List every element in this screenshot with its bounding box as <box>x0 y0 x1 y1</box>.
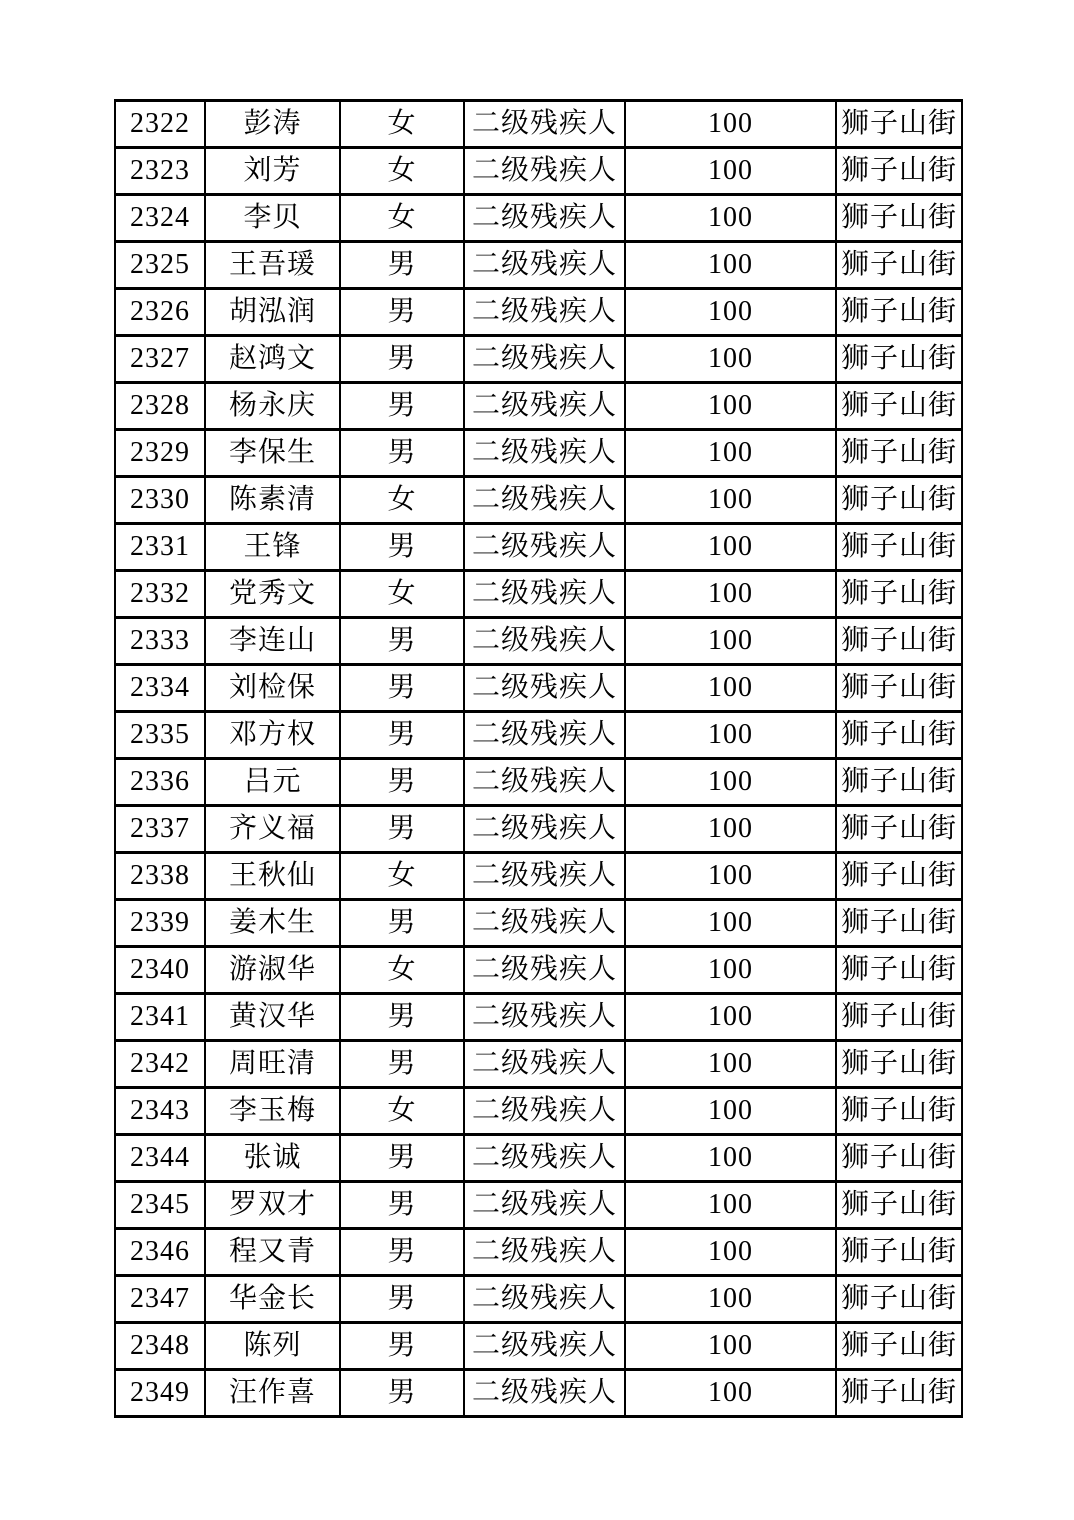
cell-gender: 女 <box>340 477 464 524</box>
table-row <box>115 1041 962 1088</box>
cell-gender: 女 <box>340 571 464 618</box>
cell-category: 二级残疾人 <box>464 853 625 900</box>
table-row <box>115 571 962 618</box>
cell-amount: 100 <box>625 524 836 571</box>
table-row <box>115 430 962 477</box>
table-row <box>115 242 962 289</box>
cell-name: 王吾瑗 <box>205 242 340 289</box>
cell-street: 狮子山街 <box>836 712 962 759</box>
cell-amount: 100 <box>625 289 836 336</box>
cell-serial-number: 2323 <box>115 148 205 195</box>
table-row <box>115 1370 962 1417</box>
cell-name: 陈列 <box>205 1323 340 1370</box>
cell-category: 二级残疾人 <box>464 1229 625 1276</box>
cell-amount: 100 <box>625 1088 836 1135</box>
cell-street: 狮子山街 <box>836 618 962 665</box>
cell-name: 胡泓润 <box>205 289 340 336</box>
cell-amount: 100 <box>625 336 836 383</box>
cell-amount: 100 <box>625 148 836 195</box>
cell-category: 二级残疾人 <box>464 900 625 947</box>
cell-serial-number: 2330 <box>115 477 205 524</box>
cell-gender: 男 <box>340 618 464 665</box>
cell-gender: 女 <box>340 1088 464 1135</box>
cell-category: 二级残疾人 <box>464 806 625 853</box>
cell-gender: 女 <box>340 148 464 195</box>
cell-serial-number: 2325 <box>115 242 205 289</box>
cell-serial-number: 2344 <box>115 1135 205 1182</box>
table-row <box>115 524 962 571</box>
table-row <box>115 853 962 900</box>
cell-name: 罗双才 <box>205 1182 340 1229</box>
cell-gender: 男 <box>340 336 464 383</box>
cell-name: 李贝 <box>205 195 340 242</box>
beneficiary-table <box>114 99 963 1418</box>
cell-amount: 100 <box>625 1229 836 1276</box>
table-row <box>115 712 962 759</box>
cell-serial-number: 2329 <box>115 430 205 477</box>
cell-amount: 100 <box>625 994 836 1041</box>
cell-street: 狮子山街 <box>836 759 962 806</box>
cell-street: 狮子山街 <box>836 665 962 712</box>
cell-street: 狮子山街 <box>836 947 962 994</box>
cell-street: 狮子山街 <box>836 1323 962 1370</box>
cell-amount: 100 <box>625 618 836 665</box>
cell-serial-number: 2347 <box>115 1276 205 1323</box>
cell-gender: 男 <box>340 430 464 477</box>
cell-category: 二级残疾人 <box>464 383 625 430</box>
cell-gender: 男 <box>340 524 464 571</box>
cell-gender: 男 <box>340 806 464 853</box>
cell-street: 狮子山街 <box>836 1276 962 1323</box>
cell-category: 二级残疾人 <box>464 477 625 524</box>
cell-serial-number: 2338 <box>115 853 205 900</box>
cell-amount: 100 <box>625 1370 836 1417</box>
cell-street: 狮子山街 <box>836 477 962 524</box>
cell-name: 齐义福 <box>205 806 340 853</box>
cell-name: 邓方权 <box>205 712 340 759</box>
cell-serial-number: 2340 <box>115 947 205 994</box>
table-row <box>115 947 962 994</box>
table-row <box>115 1229 962 1276</box>
cell-category: 二级残疾人 <box>464 336 625 383</box>
cell-street: 狮子山街 <box>836 1041 962 1088</box>
cell-category: 二级残疾人 <box>464 1182 625 1229</box>
table-row <box>115 994 962 1041</box>
cell-amount: 100 <box>625 712 836 759</box>
cell-street: 狮子山街 <box>836 571 962 618</box>
cell-street: 狮子山街 <box>836 148 962 195</box>
cell-serial-number: 2328 <box>115 383 205 430</box>
cell-serial-number: 2348 <box>115 1323 205 1370</box>
cell-serial-number: 2341 <box>115 994 205 1041</box>
table-row <box>115 1088 962 1135</box>
cell-category: 二级残疾人 <box>464 289 625 336</box>
cell-gender: 男 <box>340 994 464 1041</box>
cell-category: 二级残疾人 <box>464 1276 625 1323</box>
cell-amount: 100 <box>625 1135 836 1182</box>
cell-category: 二级残疾人 <box>464 430 625 477</box>
table-row <box>115 1135 962 1182</box>
cell-street: 狮子山街 <box>836 900 962 947</box>
cell-gender: 男 <box>340 759 464 806</box>
cell-amount: 100 <box>625 101 836 148</box>
cell-serial-number: 2345 <box>115 1182 205 1229</box>
cell-amount: 100 <box>625 1041 836 1088</box>
cell-name: 李连山 <box>205 618 340 665</box>
cell-amount: 100 <box>625 853 836 900</box>
cell-category: 二级残疾人 <box>464 1323 625 1370</box>
cell-amount: 100 <box>625 383 836 430</box>
cell-street: 狮子山街 <box>836 1182 962 1229</box>
cell-serial-number: 2331 <box>115 524 205 571</box>
cell-name: 游淑华 <box>205 947 340 994</box>
cell-name: 李保生 <box>205 430 340 477</box>
cell-serial-number: 2322 <box>115 101 205 148</box>
cell-gender: 男 <box>340 242 464 289</box>
cell-category: 二级残疾人 <box>464 1135 625 1182</box>
cell-category: 二级残疾人 <box>464 524 625 571</box>
cell-street: 狮子山街 <box>836 524 962 571</box>
cell-serial-number: 2332 <box>115 571 205 618</box>
cell-gender: 男 <box>340 1370 464 1417</box>
cell-serial-number: 2339 <box>115 900 205 947</box>
cell-category: 二级残疾人 <box>464 947 625 994</box>
cell-name: 党秀文 <box>205 571 340 618</box>
table-row <box>115 477 962 524</box>
cell-street: 狮子山街 <box>836 1370 962 1417</box>
cell-gender: 男 <box>340 1323 464 1370</box>
cell-serial-number: 2327 <box>115 336 205 383</box>
cell-category: 二级残疾人 <box>464 759 625 806</box>
cell-amount: 100 <box>625 430 836 477</box>
cell-name: 姜木生 <box>205 900 340 947</box>
cell-serial-number: 2326 <box>115 289 205 336</box>
cell-street: 狮子山街 <box>836 336 962 383</box>
cell-gender: 女 <box>340 853 464 900</box>
table-row <box>115 1182 962 1229</box>
cell-name: 黄汉华 <box>205 994 340 1041</box>
cell-amount: 100 <box>625 806 836 853</box>
cell-name: 吕元 <box>205 759 340 806</box>
cell-category: 二级残疾人 <box>464 712 625 759</box>
cell-name: 王锋 <box>205 524 340 571</box>
cell-category: 二级残疾人 <box>464 994 625 1041</box>
cell-street: 狮子山街 <box>836 195 962 242</box>
cell-serial-number: 2324 <box>115 195 205 242</box>
cell-street: 狮子山街 <box>836 806 962 853</box>
cell-amount: 100 <box>625 759 836 806</box>
cell-gender: 男 <box>340 712 464 759</box>
cell-name: 汪作喜 <box>205 1370 340 1417</box>
cell-gender: 男 <box>340 1182 464 1229</box>
cell-gender: 男 <box>340 900 464 947</box>
cell-amount: 100 <box>625 242 836 289</box>
cell-gender: 女 <box>340 947 464 994</box>
table-row <box>115 336 962 383</box>
cell-amount: 100 <box>625 900 836 947</box>
cell-gender: 男 <box>340 1276 464 1323</box>
cell-street: 狮子山街 <box>836 1135 962 1182</box>
table-row <box>115 1276 962 1323</box>
cell-category: 二级残疾人 <box>464 1370 625 1417</box>
cell-name: 赵鸿文 <box>205 336 340 383</box>
cell-street: 狮子山街 <box>836 383 962 430</box>
cell-category: 二级残疾人 <box>464 1088 625 1135</box>
table-row <box>115 101 962 148</box>
cell-amount: 100 <box>625 947 836 994</box>
cell-amount: 100 <box>625 1276 836 1323</box>
table-row <box>115 618 962 665</box>
cell-gender: 男 <box>340 1135 464 1182</box>
cell-gender: 男 <box>340 1229 464 1276</box>
cell-name: 王秋仙 <box>205 853 340 900</box>
cell-street: 狮子山街 <box>836 1088 962 1135</box>
cell-category: 二级残疾人 <box>464 571 625 618</box>
cell-street: 狮子山街 <box>836 289 962 336</box>
cell-gender: 女 <box>340 195 464 242</box>
cell-amount: 100 <box>625 571 836 618</box>
cell-serial-number: 2334 <box>115 665 205 712</box>
cell-amount: 100 <box>625 1323 836 1370</box>
cell-serial-number: 2349 <box>115 1370 205 1417</box>
cell-serial-number: 2337 <box>115 806 205 853</box>
cell-serial-number: 2333 <box>115 618 205 665</box>
cell-gender: 男 <box>340 289 464 336</box>
cell-amount: 100 <box>625 1182 836 1229</box>
cell-name: 杨永庆 <box>205 383 340 430</box>
cell-street: 狮子山街 <box>836 101 962 148</box>
cell-serial-number: 2342 <box>115 1041 205 1088</box>
cell-street: 狮子山街 <box>836 430 962 477</box>
cell-gender: 男 <box>340 1041 464 1088</box>
cell-category: 二级残疾人 <box>464 1041 625 1088</box>
cell-name: 张诚 <box>205 1135 340 1182</box>
cell-amount: 100 <box>625 195 836 242</box>
cell-name: 李玉梅 <box>205 1088 340 1135</box>
cell-name: 周旺清 <box>205 1041 340 1088</box>
table-row <box>115 900 962 947</box>
table-row <box>115 665 962 712</box>
table-row <box>115 195 962 242</box>
cell-serial-number: 2335 <box>115 712 205 759</box>
cell-category: 二级残疾人 <box>464 195 625 242</box>
cell-category: 二级残疾人 <box>464 665 625 712</box>
cell-category: 二级残疾人 <box>464 101 625 148</box>
cell-street: 狮子山街 <box>836 242 962 289</box>
cell-gender: 女 <box>340 101 464 148</box>
cell-serial-number: 2336 <box>115 759 205 806</box>
table-row <box>115 759 962 806</box>
cell-gender: 男 <box>340 665 464 712</box>
table-row <box>115 1323 962 1370</box>
cell-name: 刘芳 <box>205 148 340 195</box>
cell-category: 二级残疾人 <box>464 242 625 289</box>
table-row <box>115 289 962 336</box>
cell-category: 二级残疾人 <box>464 618 625 665</box>
cell-serial-number: 2346 <box>115 1229 205 1276</box>
cell-street: 狮子山街 <box>836 994 962 1041</box>
cell-name: 华金长 <box>205 1276 340 1323</box>
cell-amount: 100 <box>625 477 836 524</box>
table-row <box>115 383 962 430</box>
cell-street: 狮子山街 <box>836 853 962 900</box>
cell-name: 刘检保 <box>205 665 340 712</box>
cell-serial-number: 2343 <box>115 1088 205 1135</box>
cell-gender: 男 <box>340 383 464 430</box>
table-body <box>115 101 962 1417</box>
cell-name: 程又青 <box>205 1229 340 1276</box>
cell-name: 彭涛 <box>205 101 340 148</box>
cell-street: 狮子山街 <box>836 1229 962 1276</box>
table-row <box>115 806 962 853</box>
cell-amount: 100 <box>625 665 836 712</box>
cell-name: 陈素清 <box>205 477 340 524</box>
table-row <box>115 148 962 195</box>
cell-category: 二级残疾人 <box>464 148 625 195</box>
